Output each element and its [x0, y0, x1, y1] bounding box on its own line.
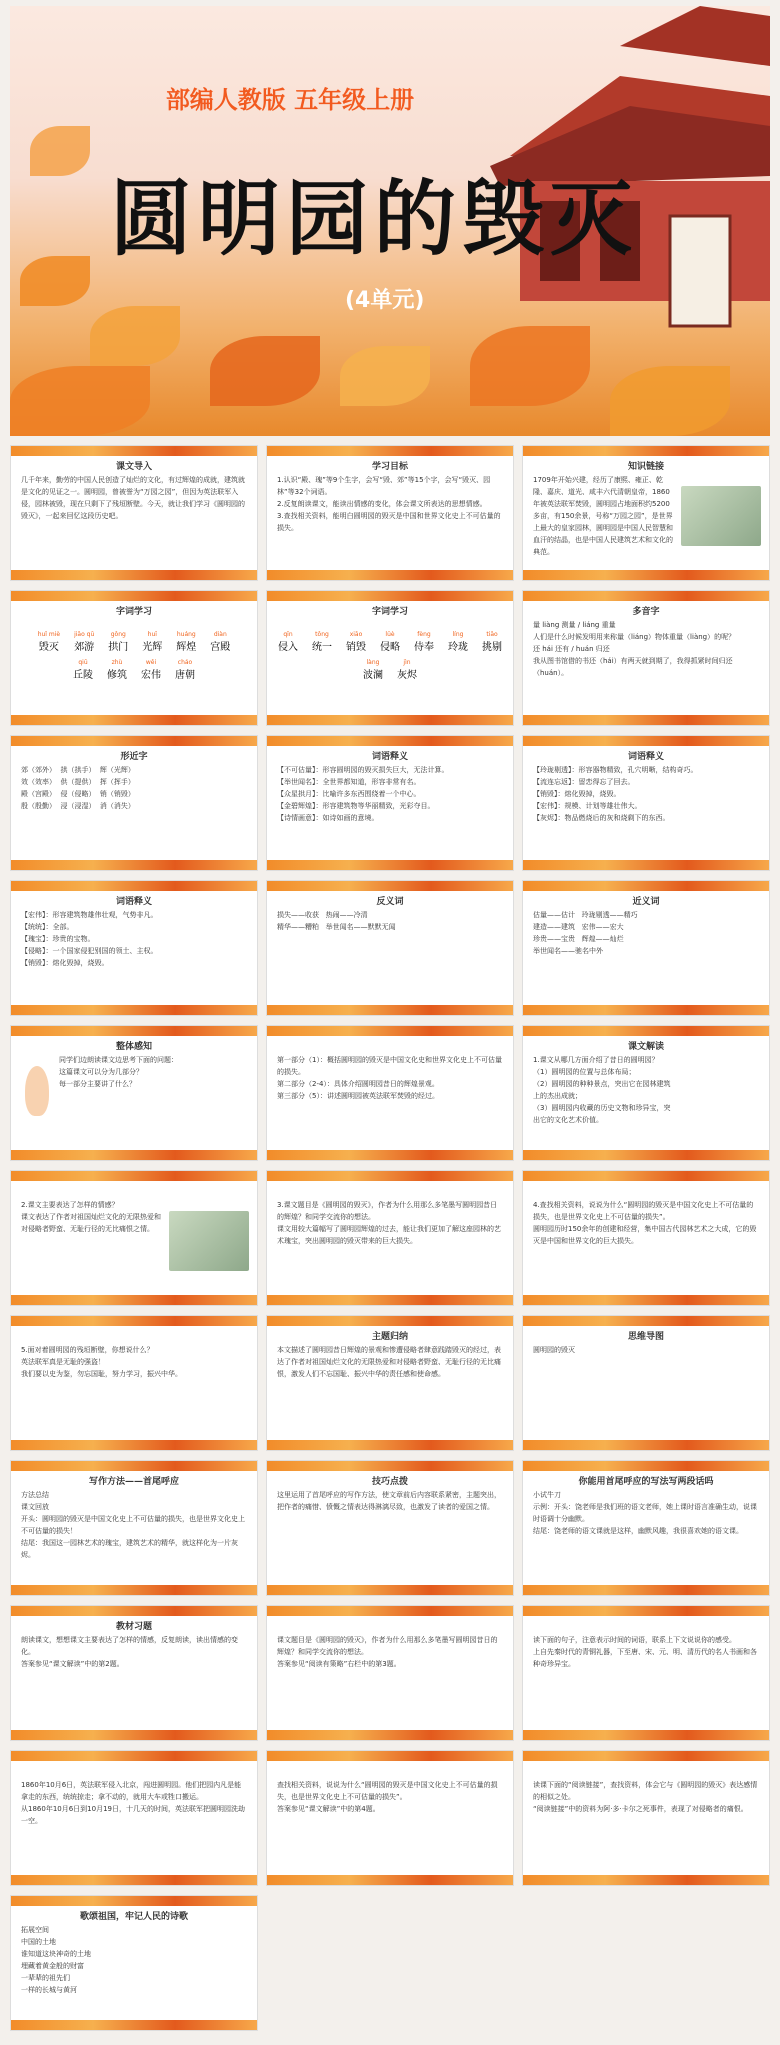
- slide-body: 估量——估计 玲珑剔透——精巧 建造——建筑 宏伟——宏大 珍贵——宝贵 辉煌——灿烂 举世闻名——驰名中外: [533, 911, 638, 955]
- slide-title: 整体感知: [115, 1042, 152, 1052]
- word-item: [397, 659, 417, 681]
- word-pinyin: huáng: [176, 631, 196, 638]
- slide-body: 郊（郊外） 拱（拱手） 辉（光辉） 效（效率） 供（提供） 挥（挥手） 殿（宫殿） 侵（侵略） 销（销毁） 殷（殷勤） 浸（浸湿） 消（消失）: [21, 766, 135, 810]
- slide-body: 4.查找相关资料，说说为什么“圆明园的毁灭是中国文化史上不可估量的损失，也是世界文化史上不可估量的损失”。 圆明园历时150余年的创建和经营，集中国古代园林艺术之大成，它的毁灭是中国和世界文化的巨大损失。: [533, 1201, 757, 1245]
- slide-17: [266, 1170, 514, 1306]
- word-pinyin: huǐ miè: [37, 631, 61, 638]
- slide-title: 思维导图: [627, 1332, 664, 1342]
- slide-23: [266, 1460, 514, 1596]
- word-text: 侵入: [278, 642, 298, 653]
- slide-body: 这里运用了首尾呼应的写作方法，使文章前后内容联系紧密，主题突出，把作者的痛惜、愤慨之情表达得淋漓尽致，也激发了读者的爱国之情。: [277, 1491, 501, 1511]
- word-text: 辉煌: [176, 642, 197, 653]
- word-text: 光辉: [142, 642, 163, 653]
- slide-11: [266, 880, 514, 1016]
- slide-title: 形近字: [120, 752, 148, 762]
- word-item: [176, 631, 196, 653]
- slide-18: [522, 1170, 770, 1306]
- word-pinyin: wěi: [145, 659, 157, 666]
- slide-body: 【玲珑剔透】：形容器物精致，孔穴明晰，结构奇巧。 【流连忘返】：留恋得忘了回去。 【销毁】：熔化毁掉，烧毁。 【宏伟】：规模、计划等雄壮伟大。 【灰烬】：物品燃烧后的灰和烧剩下的东西。: [533, 766, 698, 822]
- word-text: 丘陵: [73, 670, 93, 681]
- slide-body: 拓展空间 中国的土地 谁知道这块神奇的土地 埋藏着黄金般的财富 一辈辈的祖先们 一样的长城与黄河: [21, 1926, 91, 1994]
- word-item: [73, 659, 93, 681]
- slide-title: 多音字: [632, 607, 660, 617]
- slide-title: 主题归纳: [371, 1332, 408, 1342]
- slide-27: [522, 1605, 770, 1741]
- word-pinyin: jiāo qū: [74, 631, 95, 638]
- word-item: [141, 659, 161, 681]
- slide-4: [10, 590, 258, 726]
- word-item: [210, 631, 230, 653]
- slide-2: [266, 445, 514, 581]
- slide-29: [266, 1750, 514, 1886]
- word-pinyin: diàn: [213, 631, 227, 638]
- word-pinyin: huī: [147, 631, 157, 638]
- slide-body: 圆明园的毁灭: [533, 1346, 575, 1354]
- word-pinyin: xiāo: [349, 631, 363, 638]
- word-text: 唐朝: [175, 670, 195, 681]
- girl-illustration: [25, 1066, 49, 1116]
- word-item: [38, 631, 60, 653]
- word-item: [448, 631, 468, 653]
- word-text: 灰烬: [397, 670, 417, 681]
- slide-body: 第一部分（1）：概括圆明园的毁灭是中国文化史和世界文化史上不可估量的损失。 第二部分（2-4）：具体介绍圆明园昔日的辉煌景观。 第三部分（5）：讲述圆明园被英法联军焚毁的经过。: [277, 1056, 502, 1100]
- slide-body: 朗读课文，想想课文主要表达了怎样的情感，反复朗读，读出情感的变化。 答案参见“课文解读”中的第2题。: [21, 1636, 238, 1668]
- word-pinyin: lüè: [385, 631, 395, 638]
- word-text: 侵略: [380, 642, 400, 653]
- slide-title: 技巧点拨: [371, 1477, 408, 1487]
- word-item: [107, 659, 127, 681]
- word-item: [482, 631, 502, 653]
- slide-body: 同学们边朗读课文边思考下面的问题： 这篇课文可以分为几部分？ 每一部分主要讲了什么？: [59, 1056, 178, 1088]
- slide-25: [10, 1605, 258, 1741]
- word-text: 毁灭: [38, 642, 59, 653]
- word-text: 拱门: [108, 642, 129, 653]
- word-text: 玲珑: [448, 642, 468, 653]
- word-item: [414, 631, 434, 653]
- slide-body: 小试牛刀 示例：开头：饶老师是我们班的语文老师，她上课时语言准确生动，说课时语调十分幽默。 结尾：饶老师的语文课就是这样，幽默风趣，我很喜欢她的语文课。: [533, 1491, 757, 1535]
- cover-title: 圆明园的毁灭: [110, 172, 639, 267]
- word-item: [74, 631, 94, 653]
- slide-28: [10, 1750, 258, 1886]
- slide-title: 课文解读: [627, 1042, 664, 1052]
- slide-15: [522, 1025, 770, 1161]
- slide-title: 字词学习: [371, 607, 408, 617]
- slide-title: 字词学习: [115, 607, 152, 617]
- word-pinyin: cháo: [177, 659, 193, 666]
- slide-title: 学习目标: [371, 462, 408, 472]
- word-pinyin: gǒng: [110, 631, 126, 638]
- slide-body: 1860年10月6日，英法联军侵入北京，闯进圆明园。他们把园内凡是能拿走的东西，统统掠走；拿不动的，就用大车或牲口搬运。 从1860年10月6日到10月19日，十几天的时间，英法联军把圆明园洗劫一空。: [21, 1781, 245, 1825]
- slide-14: [266, 1025, 514, 1161]
- slide-13: [10, 1025, 258, 1161]
- slide-5: [266, 590, 514, 726]
- slide-title: 你能用首尾呼应的写法写两段话吗: [578, 1477, 714, 1487]
- slide-body: 几千年来，勤劳的中国人民创造了灿烂的文化，有过辉煌的成就，建筑就是文化的见证之一。圆明园，曾被誉为“万园之园”，但因为英法联军入侵，园林被毁，现在只剩下了残垣断壁。今天，就让我们学习《圆明园的毁灭》，一起来回忆这段历史吧。: [21, 476, 245, 520]
- slide-19: [10, 1315, 258, 1451]
- slide-9: [522, 735, 770, 871]
- slide-12: [522, 880, 770, 1016]
- slide-body: 本文描述了圆明园昔日辉煌的景观和惨遭侵略者肆意践踏毁灭的经过，表达了作者对祖国灿烂文化的无限热爱和对侵略者野蛮、无耻行径的无比痛恨，激发人们不忘国耻、振兴中华的责任感和使命感。: [277, 1346, 501, 1378]
- word-pinyin: jìn: [403, 659, 411, 666]
- word-pinyin: tiāo: [486, 631, 498, 638]
- word-text: 挑剔: [482, 642, 502, 653]
- word-pinyin: tǒng: [315, 631, 329, 638]
- slide-photo: [681, 486, 761, 546]
- word-pinyin: fèng: [417, 631, 431, 638]
- slide-body: 方法总结 课文回放 开头：圆明园的毁灭是中国文化史上不可估量的损失，也是世界文化史上不可估量的损失！ 结尾：我国这一园林艺术的瑰宝，建筑艺术的精华，就这样化为一片灰烬。: [21, 1491, 245, 1559]
- slide-body: 读课下面的“阅读链接”，查找资料，体会它与《圆明园的毁灭》表达感情的相似之处。 “阅读链接”中的资料为阿·多·卡尔之死事件，表现了对侵略者的痛恨。: [533, 1781, 758, 1813]
- slide-21: [522, 1315, 770, 1451]
- word-list: [277, 631, 503, 681]
- word-item: [142, 631, 162, 653]
- word-text: 侍奉: [414, 642, 434, 653]
- word-item: [312, 631, 332, 653]
- slide-1: [10, 445, 258, 581]
- slide-title: 写作方法——首尾呼应: [88, 1477, 179, 1487]
- slide-body: 1709年开始兴建，经历了康熙、雍正、乾隆、嘉庆、道光、咸丰六代清朝皇帝，1860年被英法联军焚毁，圆明园占地面积约5200多亩，有150余景，号称“万园之园”，是世界上最大的皇家园林，圆明园是中国人民智慧和血汗的结晶，也是中国人民建筑艺术和文化的典范。: [533, 476, 673, 556]
- word-pinyin: qīn: [283, 631, 293, 638]
- word-text: 郊游: [74, 642, 95, 653]
- word-text: 波澜: [363, 670, 383, 681]
- slide-body: 量 liàng 测量 / liáng 重量 人们是什么时候发明用来称量（liáng）物体重量（liàng）的呢？ 还 hái 还有 / huán 归还 我从图书馆借的书还（hái）有两天就到期了，我得抓紧时间归还（huán）。: [533, 621, 736, 677]
- slide-body: 1.课文从哪几方面介绍了昔日的圆明园？ （1）圆明园的位置与总体布局； （2）圆明园的种种景点，突出它在园林建筑上的杰出成就； （3）圆明园内收藏的历史文物和珍异宝，突出它的文化艺术价值。: [533, 1056, 671, 1124]
- slide-body: 5.面对着圆明园的残垣断壁，你想说什么？ 英法联军真是无耻的强盗！ 我们要以史为鉴，勿忘国耻，努力学习，振兴中华。: [21, 1346, 182, 1378]
- word-text: 销毁: [346, 642, 366, 653]
- slide-30: [522, 1750, 770, 1886]
- slide-body: 【宏伟】：形容建筑物雄伟壮观，气势非凡。 【统统】：全部。 【瑰宝】：珍贵的宝物。 【侵略】：一个国家侵犯别国的领土、主权。 【销毁】：熔化毁掉，烧毁。: [21, 911, 158, 967]
- slide-title: 词语释义: [115, 897, 152, 907]
- cover-series: 部编人教版 五年级上册: [165, 86, 415, 114]
- word-text: 统一: [312, 642, 332, 653]
- slide-10: [10, 880, 258, 1016]
- slide-title: 教材习题: [115, 1622, 152, 1632]
- slide-body: 查找相关资料，说说为什么“圆明园的毁灭是中国文化史上不可估量的损失，也是世界文化史上不可估量的损失”。 答案参见“课文解读”中的第4题。: [277, 1781, 498, 1813]
- word-item: [278, 631, 298, 653]
- word-item: [175, 659, 195, 681]
- slide-body: 1.认识“殿、瑰”等9个生字，会写“毁、郊”等15个字，会写“毁灭、园林”等32个词语。 2.反复朗读课文，能读出情感的变化，体会课文所表达的思想情感。 3.查找相关资料，能明白圆明园的毁灭是中国和世界文化史上不可估量的损失。: [277, 476, 501, 532]
- slide-16: [10, 1170, 258, 1306]
- slide-22: [10, 1460, 258, 1596]
- slide-body: 课文题目是《圆明园的毁灭》，作者为什么用那么多笔墨写圆明园昔日的辉煌？和同学交流你的想法。 答案参见“阅读有策略”右栏中的第3题。: [277, 1636, 498, 1668]
- word-item: [108, 631, 128, 653]
- slide-24: [522, 1460, 770, 1596]
- slide-body: 3.课文题目是《圆明园的毁灭》，作者为什么用那么多笔墨写圆明园昔日的辉煌？和同学交流你的想法。 课文用较大篇幅写了圆明园辉煌的过去，能让我们更加了解这座园林的艺术瑰宝，突出圆明园的毁灭带来的巨大损失。: [277, 1201, 501, 1245]
- word-pinyin: líng: [452, 631, 464, 638]
- word-item: [346, 631, 366, 653]
- word-pinyin: qiū: [78, 659, 88, 666]
- slide-26: [266, 1605, 514, 1741]
- word-item: [363, 659, 383, 681]
- slide-title: 歌颂祖国，牢记人民的诗歌: [79, 1912, 188, 1922]
- cover-slide: [10, 6, 770, 436]
- cover-unit: (4单元): [345, 288, 425, 313]
- slide-body: 读下面的句子，注意表示时间的词语，联系上下文说说你的感受。 上自先秦时代的青铜礼器，下至唐、宋、元、明、清历代的名人书画和各种奇珍异宝。: [533, 1636, 757, 1668]
- slide-body: 2.课文主要表达了怎样的情感？ 课文表达了作者对祖国灿烂文化的无限热爱和对侵略者野蛮、无耻行径的无比痛恨之情。: [21, 1201, 161, 1233]
- slide-8: [266, 735, 514, 871]
- slide-7: [10, 735, 258, 871]
- slide-title: 反义词: [376, 897, 404, 907]
- slide-31: [10, 1895, 258, 2031]
- slide-6: [522, 590, 770, 726]
- word-text: 修筑: [107, 670, 127, 681]
- slide-20: [266, 1315, 514, 1451]
- slide-title: 知识链接: [627, 462, 664, 472]
- slide-photo: [169, 1211, 249, 1271]
- slide-title: 词语释义: [627, 752, 664, 762]
- word-text: 宏伟: [141, 670, 161, 681]
- word-pinyin: zhù: [111, 659, 123, 666]
- slide-title: 课文导入: [115, 462, 152, 472]
- slide-title: 词语释义: [371, 752, 408, 762]
- slide-body: 【不可估量】：形容圆明园的毁灭损失巨大，无法计算。 【举世闻名】：全世界都知道，形容非常有名。 【众星拱月】：比喻许多东西围绕着一个中心。 【金碧辉煌】：形容建筑物等华丽精致，光彩夺目。 【诗情画意】：如诗如画的意境。: [277, 766, 449, 822]
- word-item: [380, 631, 400, 653]
- slide-body: 损失——收获 热闹——冷清 精华——糟粕 举世闻名——默默无闻: [277, 911, 396, 931]
- word-list: [21, 631, 247, 681]
- slide-title: 近义词: [632, 897, 660, 907]
- word-text: 宫殿: [210, 642, 231, 653]
- slide-3: [522, 445, 770, 581]
- word-pinyin: làng: [366, 659, 380, 666]
